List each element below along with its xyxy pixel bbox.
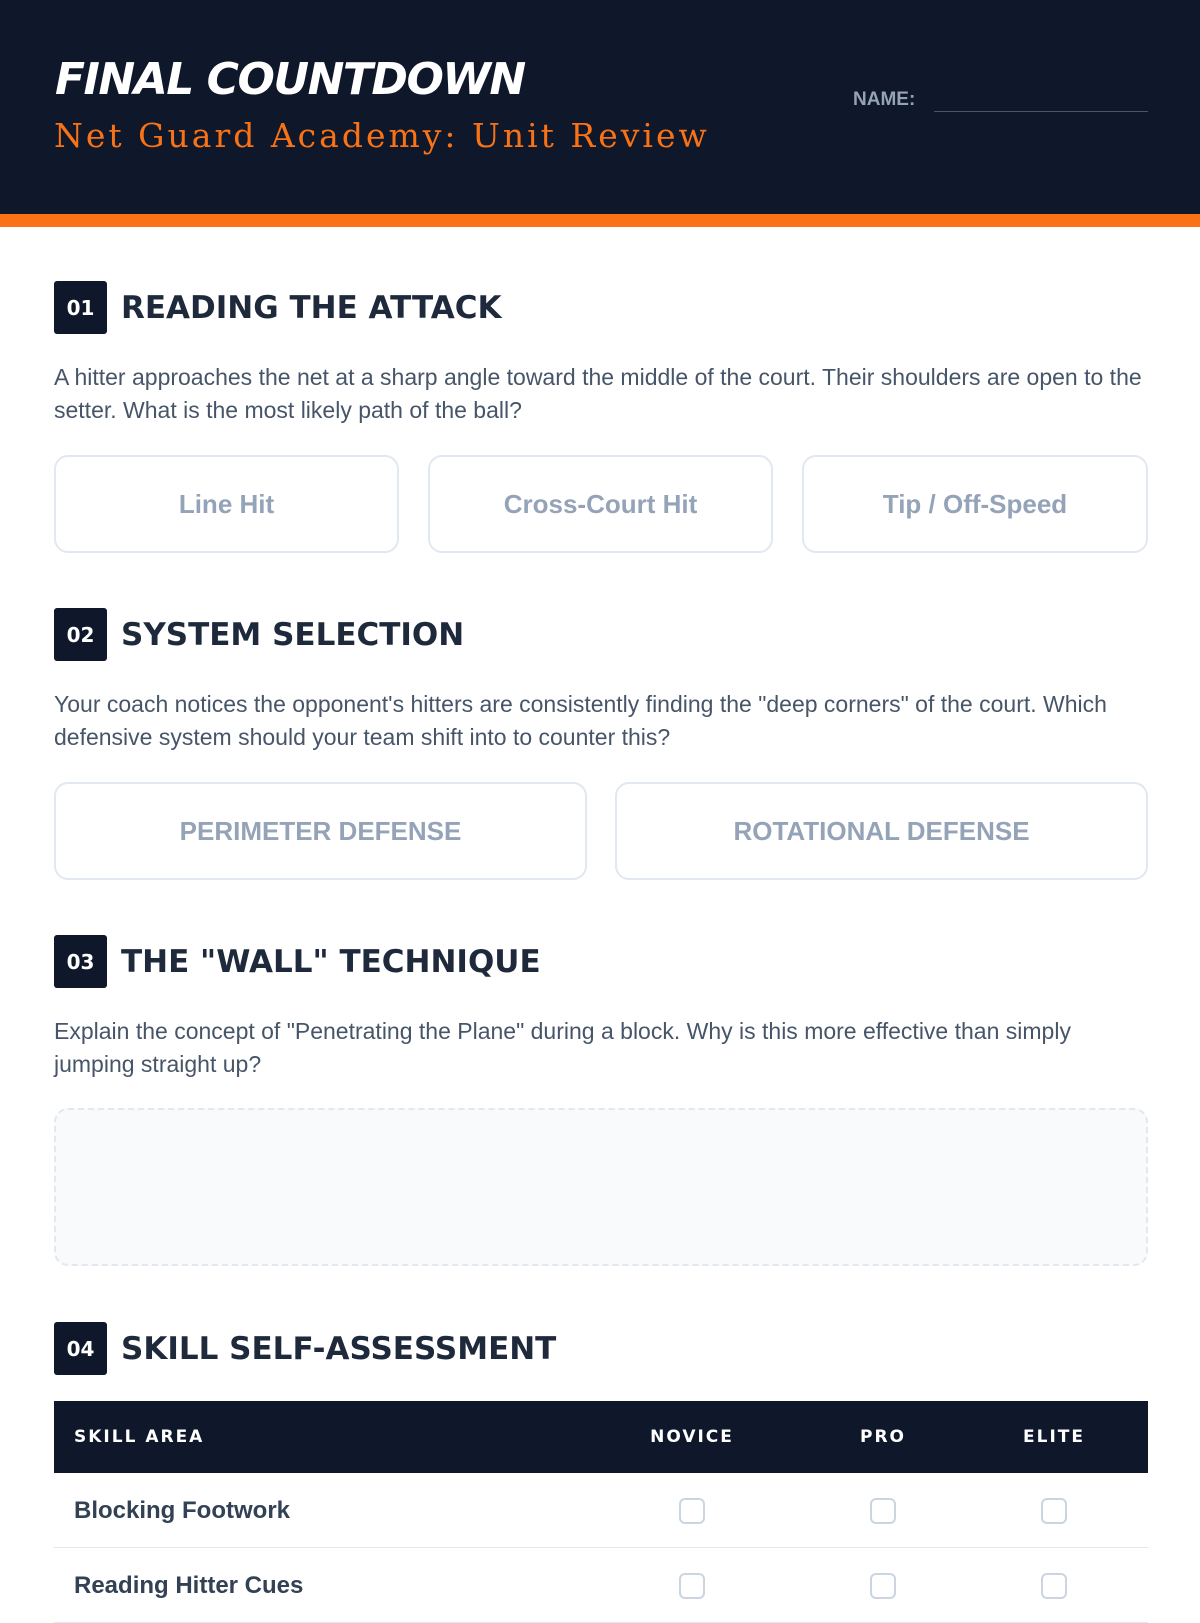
written-answer-field[interactable] bbox=[54, 1108, 1148, 1266]
question-prompt: Explain the concept of "Penetrating the Plane" during a block. Why is this more effective than simply jumping straight up? bbox=[54, 1018, 1071, 1077]
section-02-header bbox=[54, 608, 464, 661]
question-prompt: A hitter approaches the net at a sharp angle toward the middle of the court. Their shoulders are open to the setter. What is the most likely path of the ball? bbox=[54, 364, 1142, 423]
skill-assessment-table bbox=[54, 1401, 1148, 1623]
pro-checkbox[interactable] bbox=[870, 1498, 896, 1524]
table-header bbox=[54, 1401, 1148, 1473]
section-number-badge: 02 bbox=[54, 608, 107, 661]
section-01-header bbox=[54, 281, 502, 334]
question-prompt: Your coach notices the opponent's hitters are consistently finding the "deep corners" of the court. Which defensive system should your team shift into to counter this? bbox=[54, 691, 1107, 750]
name-field[interactable] bbox=[934, 111, 1148, 112]
pro-checkbox[interactable] bbox=[870, 1573, 896, 1599]
column-header-novice: NOVICE bbox=[650, 1427, 734, 1447]
name-label: NAME: bbox=[853, 89, 916, 110]
page-subtitle: Net Guard Academy: Unit Review bbox=[54, 116, 710, 155]
column-header-elite: ELITE bbox=[1023, 1427, 1085, 1447]
section-title: SYSTEM SELECTION bbox=[121, 616, 465, 653]
column-header-pro: PRO bbox=[859, 1427, 906, 1447]
section-number-badge: 04 bbox=[54, 1322, 107, 1375]
novice-checkbox[interactable] bbox=[679, 1498, 705, 1524]
column-header-skill-area: SKILL AREA bbox=[74, 1427, 205, 1447]
option-cross-court-hit[interactable]: Cross-Court Hit bbox=[428, 455, 773, 553]
page-header bbox=[0, 0, 1200, 214]
skill-name: Reading Hitter Cues bbox=[74, 1571, 304, 1599]
section-number-badge: 01 bbox=[54, 281, 107, 334]
section-number-badge: 03 bbox=[54, 935, 107, 988]
skill-name: Blocking Footwork bbox=[74, 1496, 290, 1524]
section-title: SKILL SELF-ASSESSMENT bbox=[121, 1330, 557, 1367]
section-title: THE "WALL" TECHNIQUE bbox=[121, 943, 541, 980]
table-row bbox=[54, 1473, 1148, 1548]
option-rotational-defense[interactable]: ROTATIONAL DEFENSE bbox=[615, 782, 1148, 880]
elite-checkbox[interactable] bbox=[1041, 1498, 1067, 1524]
section-04-header bbox=[54, 1322, 556, 1375]
section-title: READING THE ATTACK bbox=[121, 289, 502, 326]
section-03-header bbox=[54, 935, 541, 988]
option-line-hit[interactable]: Line Hit bbox=[54, 455, 399, 553]
page-title: FINAL COUNTDOWN bbox=[55, 54, 525, 105]
table-row bbox=[54, 1548, 1148, 1623]
novice-checkbox[interactable] bbox=[679, 1573, 705, 1599]
option-perimeter-defense[interactable]: PERIMETER DEFENSE bbox=[54, 782, 587, 880]
option-tip-off-speed[interactable]: Tip / Off-Speed bbox=[802, 455, 1148, 553]
header-accent-stripe bbox=[0, 214, 1200, 227]
elite-checkbox[interactable] bbox=[1041, 1573, 1067, 1599]
